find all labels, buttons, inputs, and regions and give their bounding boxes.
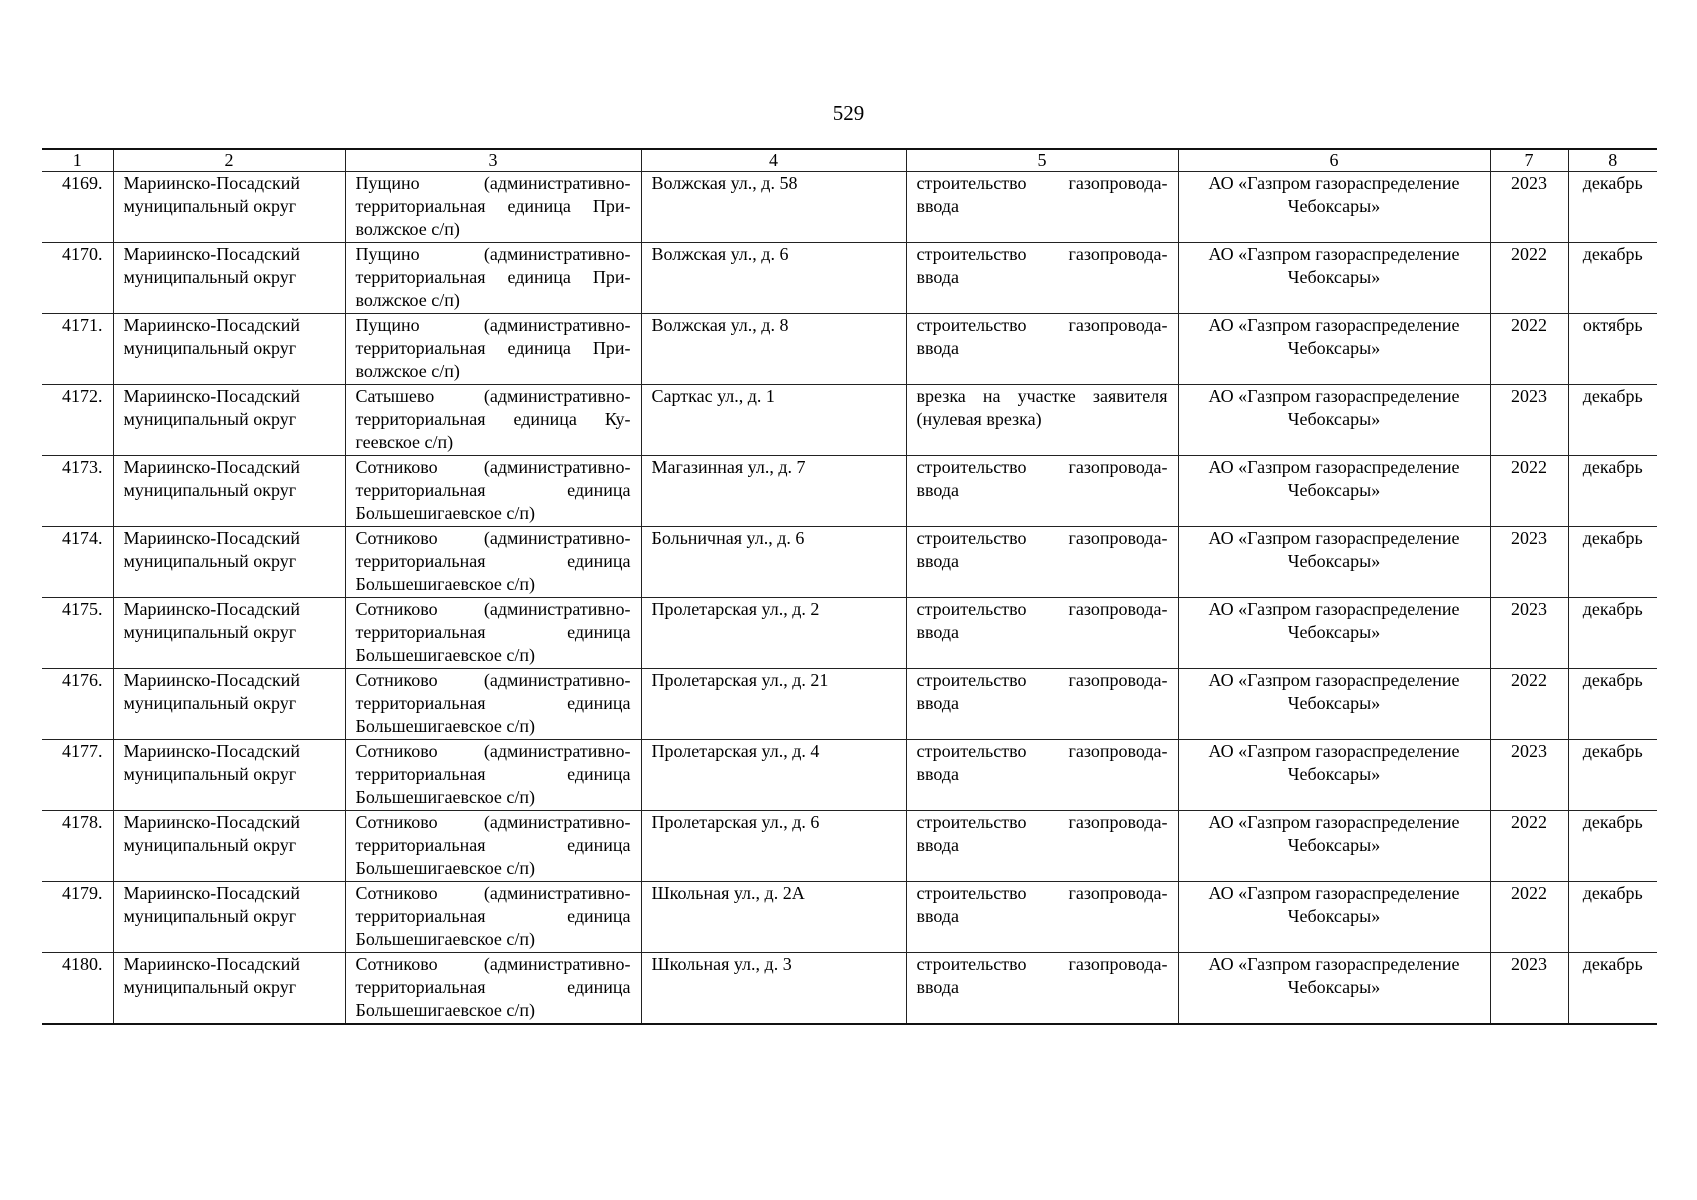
district-cell: Мариинско-Посадский муниципальный округ (113, 740, 345, 811)
table-row (42, 669, 1657, 740)
organization-cell: АО «Газпром газораспределение Чебоксары» (1178, 669, 1490, 740)
address-cell: Пролетарская ул., д. 6 (641, 811, 906, 882)
month-cell: декабрь (1568, 598, 1657, 669)
column-header: 1 (42, 149, 113, 172)
address-cell: Школьная ул., д. 2А (641, 882, 906, 953)
row-number-cell: 4170. (42, 243, 113, 314)
locality-cell: Сотниково (административно-территориальная единица Большешигаевское с/п) (345, 811, 641, 882)
address-cell: Волжская ул., д. 58 (641, 172, 906, 243)
table-row (42, 740, 1657, 811)
locality-cell: Сатышево (административно-территориальная единица Ку-геевское с/п) (345, 385, 641, 456)
row-number-cell: 4179. (42, 882, 113, 953)
district-cell: Мариинско-Посадский муниципальный округ (113, 527, 345, 598)
work-type-cell: строительство газопровода-ввода (906, 953, 1178, 1024)
month-cell: декабрь (1568, 456, 1657, 527)
district-cell: Мариинско-Посадский муниципальный округ (113, 669, 345, 740)
month-cell: декабрь (1568, 669, 1657, 740)
work-type-cell: строительство газопровода-ввода (906, 456, 1178, 527)
column-header: 7 (1490, 149, 1568, 172)
locality-cell: Сотниково (административно-территориальная единица Большешигаевское с/п) (345, 882, 641, 953)
district-cell: Мариинско-Посадский муниципальный округ (113, 882, 345, 953)
organization-cell: АО «Газпром газораспределение Чебоксары» (1178, 740, 1490, 811)
organization-cell: АО «Газпром газораспределение Чебоксары» (1178, 882, 1490, 953)
work-type-cell: строительство газопровода-ввода (906, 740, 1178, 811)
table-row (42, 598, 1657, 669)
locality-cell: Пущино (административно-территориальная единица При-волжское с/п) (345, 172, 641, 243)
address-cell: Сарткас ул., д. 1 (641, 385, 906, 456)
month-cell: декабрь (1568, 385, 1657, 456)
organization-cell: АО «Газпром газораспределение Чебоксары» (1178, 385, 1490, 456)
row-number-cell: 4176. (42, 669, 113, 740)
district-cell: Мариинско-Посадский муниципальный округ (113, 172, 345, 243)
year-cell: 2022 (1490, 882, 1568, 953)
column-header: 8 (1568, 149, 1657, 172)
row-number-cell: 4169. (42, 172, 113, 243)
work-type-cell: строительство газопровода-ввода (906, 314, 1178, 385)
district-cell: Мариинско-Посадский муниципальный округ (113, 456, 345, 527)
organization-cell: АО «Газпром газораспределение Чебоксары» (1178, 314, 1490, 385)
address-cell: Волжская ул., д. 6 (641, 243, 906, 314)
table-row (42, 243, 1657, 314)
district-cell: Мариинско-Посадский муниципальный округ (113, 953, 345, 1024)
locality-cell: Пущино (административно-территориальная единица При-волжское с/п) (345, 243, 641, 314)
locality-cell: Сотниково (административно-территориальная единица Большешигаевское с/п) (345, 456, 641, 527)
locality-cell: Сотниково (административно-территориальная единица Большешигаевское с/п) (345, 598, 641, 669)
year-cell: 2023 (1490, 385, 1568, 456)
column-header: 5 (906, 149, 1178, 172)
year-cell: 2023 (1490, 527, 1568, 598)
locality-cell: Пущино (административно-территориальная единица При-волжское с/п) (345, 314, 641, 385)
table-row (42, 385, 1657, 456)
row-number-cell: 4175. (42, 598, 113, 669)
header-row (42, 149, 1657, 172)
address-cell: Пролетарская ул., д. 4 (641, 740, 906, 811)
row-number-cell: 4171. (42, 314, 113, 385)
organization-cell: АО «Газпром газораспределение Чебоксары» (1178, 527, 1490, 598)
work-type-cell: строительство газопровода-ввода (906, 598, 1178, 669)
column-header: 4 (641, 149, 906, 172)
organization-cell: АО «Газпром газораспределение Чебоксары» (1178, 172, 1490, 243)
month-cell: декабрь (1568, 527, 1657, 598)
row-number-cell: 4172. (42, 385, 113, 456)
gas-connection-table (42, 148, 1657, 1025)
organization-cell: АО «Газпром газораспределение Чебоксары» (1178, 598, 1490, 669)
work-type-cell: строительство газопровода-ввода (906, 669, 1178, 740)
year-cell: 2022 (1490, 314, 1568, 385)
district-cell: Мариинско-Посадский муниципальный округ (113, 243, 345, 314)
address-cell: Магазинная ул., д. 7 (641, 456, 906, 527)
work-type-cell: строительство газопровода-ввода (906, 811, 1178, 882)
year-cell: 2022 (1490, 811, 1568, 882)
table-row (42, 456, 1657, 527)
organization-cell: АО «Газпром газораспределение Чебоксары» (1178, 243, 1490, 314)
table-row (42, 314, 1657, 385)
district-cell: Мариинско-Посадский муниципальный округ (113, 811, 345, 882)
year-cell: 2022 (1490, 669, 1568, 740)
row-number-cell: 4173. (42, 456, 113, 527)
row-number-cell: 4178. (42, 811, 113, 882)
year-cell: 2023 (1490, 598, 1568, 669)
district-cell: Мариинско-Посадский муниципальный округ (113, 314, 345, 385)
month-cell: декабрь (1568, 953, 1657, 1024)
month-cell: декабрь (1568, 243, 1657, 314)
organization-cell: АО «Газпром газораспределение Чебоксары» (1178, 811, 1490, 882)
month-cell: декабрь (1568, 811, 1657, 882)
work-type-cell: строительство газопровода-ввода (906, 882, 1178, 953)
address-cell: Пролетарская ул., д. 2 (641, 598, 906, 669)
work-type-cell: строительство газопровода-ввода (906, 243, 1178, 314)
column-header: 2 (113, 149, 345, 172)
table-row (42, 953, 1657, 1024)
row-number-cell: 4180. (42, 953, 113, 1024)
locality-cell: Сотниково (административно-территориальная единица Большешигаевское с/п) (345, 669, 641, 740)
district-cell: Мариинско-Посадский муниципальный округ (113, 385, 345, 456)
table-row (42, 882, 1657, 953)
work-type-cell: врезка на участке заявителя (нулевая врезка) (906, 385, 1178, 456)
page-number: 529 (832, 101, 865, 125)
month-cell: декабрь (1568, 740, 1657, 811)
month-cell: декабрь (1568, 882, 1657, 953)
address-cell: Больничная ул., д. 6 (641, 527, 906, 598)
column-header: 3 (345, 149, 641, 172)
address-cell: Школьная ул., д. 3 (641, 953, 906, 1024)
table-row (42, 811, 1657, 882)
organization-cell: АО «Газпром газораспределение Чебоксары» (1178, 456, 1490, 527)
row-number-cell: 4177. (42, 740, 113, 811)
address-cell: Волжская ул., д. 8 (641, 314, 906, 385)
locality-cell: Сотниково (административно-территориальная единица Большешигаевское с/п) (345, 740, 641, 811)
district-cell: Мариинско-Посадский муниципальный округ (113, 598, 345, 669)
address-cell: Пролетарская ул., д. 21 (641, 669, 906, 740)
work-type-cell: строительство газопровода-ввода (906, 172, 1178, 243)
row-number-cell: 4174. (42, 527, 113, 598)
year-cell: 2023 (1490, 740, 1568, 811)
organization-cell: АО «Газпром газораспределение Чебоксары» (1178, 953, 1490, 1024)
year-cell: 2022 (1490, 456, 1568, 527)
year-cell: 2023 (1490, 953, 1568, 1024)
column-header: 6 (1178, 149, 1490, 172)
locality-cell: Сотниково (административно-территориальная единица Большешигаевское с/п) (345, 527, 641, 598)
month-cell: декабрь (1568, 172, 1657, 243)
month-cell: октябрь (1568, 314, 1657, 385)
table-row (42, 172, 1657, 243)
work-type-cell: строительство газопровода-ввода (906, 527, 1178, 598)
year-cell: 2023 (1490, 172, 1568, 243)
table-row (42, 527, 1657, 598)
year-cell: 2022 (1490, 243, 1568, 314)
table-body (42, 172, 1657, 1024)
locality-cell: Сотниково (административно-территориальная единица Большешигаевское с/п) (345, 953, 641, 1024)
